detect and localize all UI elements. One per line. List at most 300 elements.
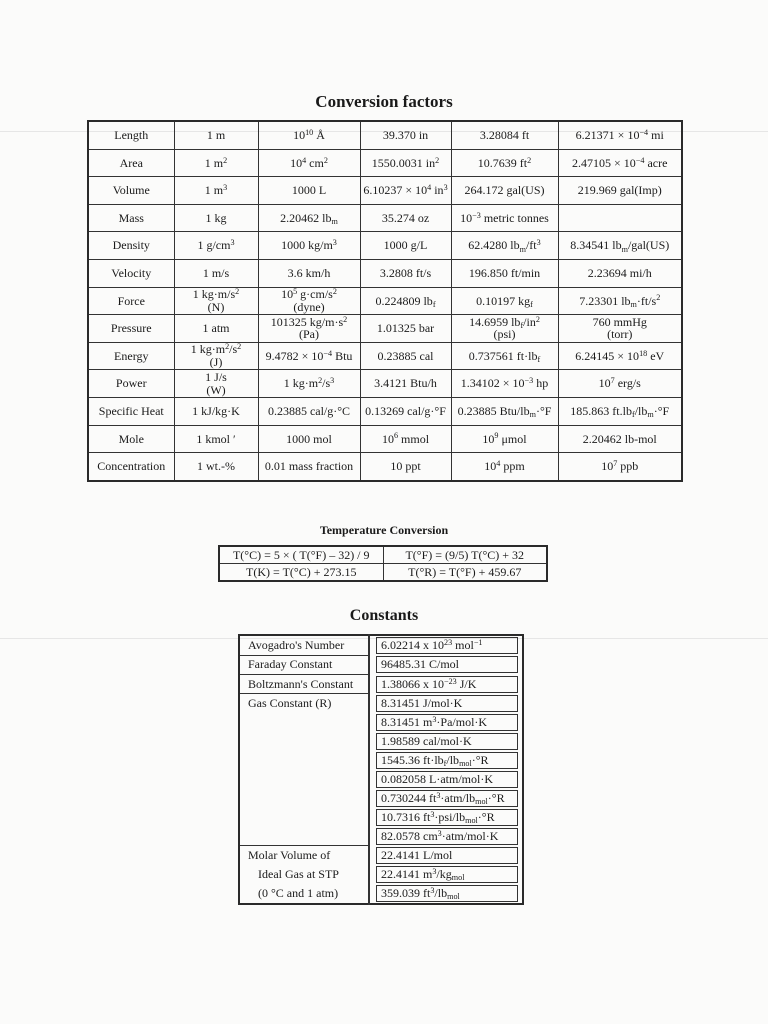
constant-value-cell bbox=[369, 884, 523, 904]
conversion-cell bbox=[451, 259, 558, 287]
text-run: ppm bbox=[500, 459, 525, 474]
constant-row bbox=[239, 635, 523, 655]
text-run: ·°F bbox=[535, 403, 552, 418]
constant-row bbox=[239, 808, 523, 827]
constant-value-cell bbox=[369, 789, 523, 808]
constant-value-cell bbox=[369, 865, 523, 884]
conversion-cell bbox=[558, 177, 682, 205]
constant-row bbox=[239, 865, 523, 884]
superscript: 7 bbox=[613, 459, 618, 469]
subscript: mol bbox=[465, 816, 478, 826]
constant-value bbox=[376, 714, 518, 731]
conversion-cell bbox=[360, 453, 451, 481]
quantity-label: Pressure bbox=[88, 315, 174, 343]
text-run: /s bbox=[322, 376, 331, 391]
quantity-label: Density bbox=[88, 232, 174, 260]
text-run: 1 kg·m bbox=[283, 376, 319, 391]
constant-row bbox=[239, 713, 523, 732]
quantity-label: Force bbox=[88, 287, 174, 315]
conversion-cell bbox=[451, 121, 558, 149]
constant-value-cell bbox=[369, 751, 523, 770]
text-run: ·°R bbox=[471, 752, 489, 767]
text-run: 0.13269 cal/g·°F bbox=[365, 403, 446, 418]
conversion-cell bbox=[258, 453, 360, 481]
conversion-row bbox=[88, 315, 682, 343]
text-run: cm bbox=[306, 155, 324, 170]
superscript: 18 bbox=[639, 348, 648, 358]
superscript: 6 bbox=[393, 431, 399, 441]
text-run: 1550.0031 in bbox=[371, 155, 436, 170]
superscript: −4 bbox=[635, 155, 645, 165]
constant-name: Ideal Gas at STP bbox=[239, 865, 369, 884]
text-run: 0.23885 Btu/lb bbox=[457, 403, 530, 418]
superscript: 2 bbox=[223, 155, 228, 165]
text-run: 0.730244 ft bbox=[381, 790, 437, 805]
conversion-cell bbox=[174, 397, 258, 425]
quantity-label: Velocity bbox=[88, 259, 174, 287]
text-run: 1545.36 ft·lb bbox=[381, 752, 444, 767]
conversion-row bbox=[88, 342, 682, 370]
text-run: /kg bbox=[436, 866, 452, 881]
constant-value-cell bbox=[369, 713, 523, 732]
superscript: −3 bbox=[524, 376, 534, 386]
text-run: 3.6 km/h bbox=[287, 265, 331, 280]
conversion-row bbox=[88, 204, 682, 232]
text-run: 10 bbox=[601, 459, 614, 474]
quantity-label: Area bbox=[88, 149, 174, 177]
conversion-cell bbox=[360, 287, 451, 315]
conversion-cell bbox=[258, 342, 360, 370]
superscript: 2 bbox=[318, 376, 323, 386]
text-run: 1 m/s bbox=[202, 265, 230, 280]
constant-name bbox=[239, 713, 369, 732]
constant-value bbox=[376, 790, 518, 807]
constant-value bbox=[376, 847, 518, 864]
constant-value bbox=[376, 866, 518, 883]
superscript: −1 bbox=[473, 637, 483, 647]
constants-table bbox=[238, 634, 524, 905]
superscript: 3 bbox=[230, 238, 235, 248]
conversion-cell bbox=[174, 149, 258, 177]
subscript: m bbox=[630, 300, 637, 309]
text-run: 0.23885 cal bbox=[377, 348, 434, 363]
text-run: 1 kg·m/s bbox=[192, 287, 236, 302]
constant-value bbox=[376, 771, 518, 788]
subscript: f bbox=[443, 759, 447, 769]
conversion-cell bbox=[451, 315, 558, 343]
quantity-label: Energy bbox=[88, 342, 174, 370]
temperature-formula: T(K) = T(°C) + 273.15 bbox=[219, 564, 383, 582]
text-run: 1 kg bbox=[205, 210, 227, 225]
text-run: 1000 kg/m bbox=[281, 238, 333, 253]
text-run: J/K bbox=[456, 676, 477, 691]
text-run: 22.4141 L/mol bbox=[381, 847, 453, 862]
conversion-cell bbox=[258, 204, 360, 232]
text-run: (dyne) bbox=[293, 299, 325, 314]
text-run: ·°F bbox=[653, 403, 670, 418]
text-run: Btu bbox=[332, 348, 353, 363]
subscript: m bbox=[331, 217, 338, 227]
superscript: 2 bbox=[235, 287, 240, 297]
temperature-row bbox=[219, 564, 547, 582]
superscript: 2 bbox=[656, 293, 661, 303]
text-run: 10 ppt bbox=[390, 459, 421, 474]
text-run: 8.31451 J/mol·K bbox=[381, 695, 463, 710]
conversion-cell bbox=[451, 342, 558, 370]
superscript: 3 bbox=[432, 866, 437, 876]
text-run: 6.10237 × 10 bbox=[363, 183, 428, 198]
text-run: mmol bbox=[398, 431, 430, 446]
conversion-cell bbox=[558, 342, 682, 370]
conversion-row bbox=[88, 370, 682, 398]
text-run: 101325 kg/m·s bbox=[270, 314, 344, 329]
text-run: 760 mmHg bbox=[592, 314, 647, 329]
text-run: 0.23885 cal/g·°C bbox=[267, 403, 351, 418]
constant-row bbox=[239, 789, 523, 808]
text-run: 1.01325 bar bbox=[376, 321, 435, 336]
text-run: Å bbox=[313, 128, 325, 142]
text-run: 10 bbox=[293, 128, 306, 142]
constant-value-cell bbox=[369, 732, 523, 751]
conversion-cell bbox=[558, 232, 682, 260]
text-run: 1 m bbox=[206, 128, 226, 142]
constant-row bbox=[239, 884, 523, 904]
superscript: 7 bbox=[610, 376, 615, 386]
text-run: 10 bbox=[381, 431, 394, 446]
text-run: 10 bbox=[598, 376, 611, 391]
text-run: 0.737561 ft·lb bbox=[468, 348, 538, 363]
text-run: /ft bbox=[525, 238, 537, 253]
text-run: 39.370 in bbox=[382, 128, 429, 142]
text-run: 3.28084 ft bbox=[479, 128, 530, 142]
temperature-formula: T(°R) = T(°F) + 459.67 bbox=[383, 564, 547, 582]
superscript: 3 bbox=[443, 183, 448, 193]
superscript: 10 bbox=[305, 127, 314, 137]
conversion-cell bbox=[258, 370, 360, 398]
conversion-cell bbox=[174, 425, 258, 453]
constant-value bbox=[376, 752, 518, 769]
text-run: 219.969 gal(Imp) bbox=[577, 183, 662, 198]
conversion-cell bbox=[360, 397, 451, 425]
text-run: ·atm/lb bbox=[440, 790, 476, 805]
text-run: 62.4280 lb bbox=[468, 238, 520, 253]
superscript: 9 bbox=[494, 431, 499, 441]
constant-value-cell bbox=[369, 694, 523, 713]
text-run: 1 kg·m bbox=[190, 342, 226, 357]
text-run: eV bbox=[647, 348, 665, 363]
text-run: (N) bbox=[207, 299, 225, 314]
text-run: 10.7639 ft bbox=[477, 155, 528, 170]
subscript: mol bbox=[447, 892, 460, 902]
conversion-cell bbox=[451, 287, 558, 315]
text-run: 1 wt.-% bbox=[197, 459, 235, 474]
text-run: ·Pa/mol·K bbox=[436, 714, 488, 729]
constant-row bbox=[239, 655, 523, 674]
constant-value bbox=[376, 695, 518, 712]
text-run: mi bbox=[648, 128, 664, 142]
constant-name bbox=[239, 789, 369, 808]
text-run: 1 m bbox=[204, 183, 224, 198]
superscript: −4 bbox=[323, 348, 333, 358]
subscript: f bbox=[432, 300, 436, 309]
conversion-cell bbox=[258, 425, 360, 453]
conversion-cell bbox=[451, 397, 558, 425]
conversion-cell bbox=[360, 177, 451, 205]
constant-value bbox=[376, 828, 518, 845]
conversion-cell bbox=[360, 204, 451, 232]
temperature-title: Temperature Conversion bbox=[319, 523, 449, 537]
constants-title: Constants bbox=[349, 607, 419, 624]
conversion-row bbox=[88, 453, 682, 481]
constant-name bbox=[239, 770, 369, 789]
text-run: hp bbox=[533, 376, 549, 391]
text-run: 6.21371 × 10 bbox=[575, 128, 640, 142]
quantity-label: Specific Heat bbox=[88, 397, 174, 425]
text-run: 7.23301 lb bbox=[579, 293, 631, 308]
conversion-cell bbox=[558, 259, 682, 287]
text-run: 2.20462 lb bbox=[280, 210, 332, 225]
subscript: mol bbox=[459, 759, 472, 769]
conversion-cell bbox=[360, 342, 451, 370]
constant-name bbox=[239, 808, 369, 827]
conversion-cell bbox=[558, 287, 682, 315]
quantity-label: Length bbox=[88, 121, 174, 149]
superscript: 3 bbox=[536, 238, 541, 248]
superscript: 3 bbox=[330, 376, 335, 386]
superscript: 2 bbox=[237, 342, 242, 352]
text-run: /lb bbox=[634, 403, 648, 418]
subscript: m bbox=[621, 244, 628, 254]
conversion-cell bbox=[174, 259, 258, 287]
conversion-cell bbox=[360, 370, 451, 398]
conversion-cell bbox=[258, 287, 360, 315]
conversion-cell bbox=[174, 177, 258, 205]
text-run: (psi) bbox=[493, 327, 516, 342]
text-run: 1.38066 x 10 bbox=[381, 676, 444, 691]
conversion-cell bbox=[451, 425, 558, 453]
text-run: 14.6959 lb bbox=[469, 314, 521, 329]
constant-name bbox=[239, 827, 369, 846]
text-run: 6.24145 × 10 bbox=[575, 348, 640, 363]
constant-row bbox=[239, 827, 523, 846]
text-run: (Pa) bbox=[299, 327, 319, 342]
conversion-cell bbox=[174, 315, 258, 343]
superscript: 4 bbox=[427, 183, 432, 193]
conversion-cell bbox=[558, 149, 682, 177]
text-run: 10 bbox=[482, 431, 495, 446]
text-run: 2.47105 × 10 bbox=[572, 155, 636, 170]
conversion-cell bbox=[258, 149, 360, 177]
conversion-cell bbox=[174, 342, 258, 370]
text-run: 10 bbox=[290, 155, 303, 170]
conversion-cell bbox=[174, 204, 258, 232]
superscript: 3 bbox=[436, 790, 441, 800]
text-run: 1 atm bbox=[202, 321, 230, 336]
subscript: m bbox=[647, 410, 654, 420]
constant-name bbox=[239, 751, 369, 770]
text-run: (J) bbox=[209, 355, 223, 370]
text-run: mol bbox=[452, 638, 474, 652]
conversion-title: Conversion factors bbox=[315, 92, 453, 111]
text-run: ·ft/s bbox=[636, 293, 657, 308]
text-run: 1000 L bbox=[291, 183, 327, 198]
text-run: 1 kmol ′ bbox=[196, 431, 236, 446]
text-run: 1.34102 × 10 bbox=[460, 376, 525, 391]
conversion-cell bbox=[558, 397, 682, 425]
superscript: 3 bbox=[430, 885, 435, 895]
quantity-label: Power bbox=[88, 370, 174, 398]
text-run: ppb bbox=[617, 459, 639, 474]
text-run: 0.10197 kg bbox=[476, 293, 531, 308]
subscript: f bbox=[631, 410, 635, 420]
conversion-cell bbox=[360, 315, 451, 343]
conversion-cell bbox=[558, 425, 682, 453]
superscript: −23 bbox=[444, 676, 457, 686]
constant-value bbox=[376, 637, 518, 654]
superscript: 2 bbox=[435, 155, 440, 165]
superscript: 3 bbox=[437, 828, 442, 838]
constant-value-cell bbox=[369, 635, 523, 655]
quantity-label: Volume bbox=[88, 177, 174, 205]
conversion-cell bbox=[174, 453, 258, 481]
constant-value-cell bbox=[369, 827, 523, 846]
conversion-cell bbox=[558, 315, 682, 343]
text-run: ·atm/mol·K bbox=[441, 828, 499, 843]
superscript: 3 bbox=[223, 183, 228, 193]
conversion-cell bbox=[360, 425, 451, 453]
text-run: 0.082058 L·atm/mol·K bbox=[381, 771, 493, 786]
conversion-row bbox=[88, 121, 682, 149]
text-run: 1000 g/L bbox=[383, 238, 428, 253]
text-run: g·cm/s bbox=[297, 287, 333, 302]
text-run: 35.274 oz bbox=[381, 210, 430, 225]
temperature-formula: T(°C) = 5 × ( T(°F) – 32) / 9 bbox=[219, 546, 383, 564]
conversion-row bbox=[88, 425, 682, 453]
constant-row bbox=[239, 694, 523, 713]
text-run: /s bbox=[229, 342, 238, 357]
text-run: 1 J/s bbox=[205, 370, 227, 385]
text-run: 10.7316 ft bbox=[381, 809, 431, 824]
subscript: f bbox=[520, 321, 524, 331]
text-run: ·°R bbox=[487, 790, 505, 805]
text-run: 10 bbox=[484, 459, 497, 474]
conversion-cell bbox=[360, 232, 451, 260]
quantity-label: Mass bbox=[88, 204, 174, 232]
superscript: −4 bbox=[639, 127, 649, 137]
text-run: 359.039 ft bbox=[381, 885, 431, 900]
text-run: 2.23694 mi/h bbox=[587, 265, 652, 280]
text-run: ·°R bbox=[477, 809, 495, 824]
conversion-cell bbox=[258, 315, 360, 343]
text-run: 1 m bbox=[204, 155, 224, 170]
conversion-cell bbox=[258, 232, 360, 260]
text-run: 8.34541 lb bbox=[570, 238, 622, 253]
text-run: acre bbox=[644, 155, 668, 170]
text-run: 10 bbox=[460, 210, 473, 225]
conversion-cell bbox=[558, 453, 682, 481]
text-run: 2.20462 lb-mol bbox=[582, 431, 657, 446]
text-run: (torr) bbox=[607, 327, 633, 342]
text-run: /lb bbox=[434, 885, 448, 900]
conversion-cell bbox=[360, 121, 451, 149]
text-run: 82.0578 cm bbox=[381, 828, 438, 843]
text-run: 0.224809 lb bbox=[375, 293, 433, 308]
constant-value bbox=[376, 809, 518, 826]
constant-row bbox=[239, 732, 523, 751]
subscript: m bbox=[519, 244, 526, 254]
constant-name: Boltzmann's Constant bbox=[239, 674, 369, 693]
constant-value bbox=[376, 733, 518, 750]
text-run: μmol bbox=[498, 431, 527, 446]
constant-row bbox=[239, 751, 523, 770]
text-run: 3.4121 Btu/h bbox=[374, 376, 437, 391]
constant-row bbox=[239, 846, 523, 865]
text-run: 1 g/cm bbox=[197, 238, 231, 253]
text-run: 22.4141 m bbox=[381, 866, 433, 881]
conversion-cell bbox=[258, 121, 360, 149]
text-run: /in bbox=[523, 314, 536, 329]
constant-value-cell bbox=[369, 808, 523, 827]
text-run: ·psi/lb bbox=[434, 809, 466, 824]
quantity-label: Concentration bbox=[88, 453, 174, 481]
conversion-row bbox=[88, 287, 682, 315]
conversion-cell bbox=[558, 370, 682, 398]
text-run: 0.01 mass fraction bbox=[264, 459, 354, 474]
conversion-cell bbox=[451, 177, 558, 205]
text-run: erg/s bbox=[614, 376, 641, 391]
conversion-cell bbox=[558, 204, 682, 232]
conversion-cell bbox=[174, 232, 258, 260]
constant-row bbox=[239, 674, 523, 693]
conversion-cell bbox=[451, 232, 558, 260]
conversion-cell bbox=[258, 397, 360, 425]
constant-name bbox=[239, 732, 369, 751]
text-run: /lb bbox=[446, 752, 460, 767]
text-run: 1.98589 cal/mol·K bbox=[381, 733, 472, 748]
conversion-cell bbox=[451, 453, 558, 481]
conversion-cell bbox=[451, 204, 558, 232]
subscript: mol bbox=[475, 797, 488, 807]
superscript: 2 bbox=[527, 155, 532, 165]
temperature-table bbox=[218, 545, 548, 582]
conversion-cell bbox=[258, 259, 360, 287]
constant-name: Avogadro's Number bbox=[239, 635, 369, 655]
conversion-row bbox=[88, 177, 682, 205]
subscript: m bbox=[529, 410, 536, 420]
text-run: /gal(US) bbox=[627, 238, 670, 253]
superscript: 3 bbox=[432, 714, 437, 724]
text-run: 1 kJ/kg·K bbox=[192, 403, 240, 418]
text-run: in bbox=[431, 183, 444, 198]
text-run: 1000 mol bbox=[286, 431, 332, 446]
constant-name: Faraday Constant bbox=[239, 655, 369, 674]
superscript: −3 bbox=[472, 210, 481, 220]
constant-row bbox=[239, 770, 523, 789]
constant-value bbox=[376, 656, 518, 673]
constant-value-cell bbox=[369, 674, 523, 693]
constant-name: Molar Volume of bbox=[239, 846, 369, 865]
text-run: 10 bbox=[281, 287, 294, 302]
temperature-row bbox=[219, 546, 547, 564]
conversion-row bbox=[88, 397, 682, 425]
quantity-label: Mole bbox=[88, 425, 174, 453]
temperature-formula: T(°F) = (9/5) T(°C) + 32 bbox=[383, 546, 547, 564]
superscript: 2 bbox=[343, 314, 348, 324]
conversion-cell bbox=[558, 121, 682, 149]
constant-value-cell bbox=[369, 655, 523, 674]
superscript: 2 bbox=[332, 287, 337, 297]
superscript: 4 bbox=[302, 155, 307, 165]
